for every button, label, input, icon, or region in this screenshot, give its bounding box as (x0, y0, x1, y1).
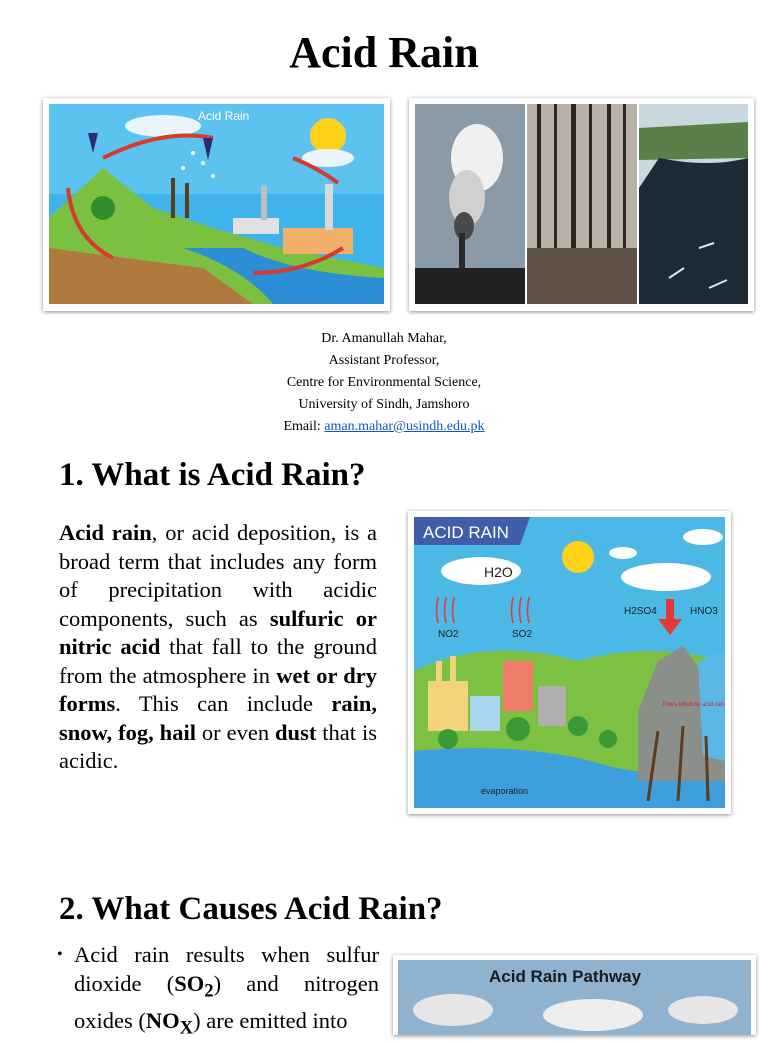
bullet-text: ) and nitrogen oxides ( (74, 971, 379, 1033)
para-text: , or acid deposition, is a broad term that includes any form of precipitation with acidic components, such as (59, 520, 377, 631)
acid-rain-pathway-image (393, 955, 756, 1035)
term-acid-rain: Acid rain (59, 520, 152, 545)
polluted-stream-photo (639, 104, 748, 304)
term-precip: rain, snow, fog, hail (59, 691, 377, 745)
acid-rain-photo-collage (409, 98, 754, 311)
smokestack-photo (415, 104, 525, 304)
term-no: NO (145, 1007, 180, 1033)
label-no2: NO2 (438, 629, 459, 640)
para-text: or even (195, 719, 276, 745)
author-info (0, 328, 768, 438)
label-hno3: HNO3 (690, 606, 718, 617)
para-text: . This can include (115, 691, 332, 716)
bullet-text: ) are emitted into (193, 1007, 348, 1033)
dead-forest-photo (527, 104, 637, 304)
author-university: University of Sindh, Jamshoro (298, 397, 470, 412)
email-link[interactable]: aman.mahar@usindh.edu.pk (324, 419, 485, 434)
diagram1-label: Acid Rain (198, 109, 250, 123)
subscript-2: 2 (204, 980, 214, 1002)
section2-heading: 2. What Causes Acid Rain? (59, 891, 443, 927)
bullet-dot: • (57, 946, 63, 963)
diagram2-banner: ACID RAIN (423, 523, 509, 542)
acid-rain-diagram-image (43, 98, 390, 311)
label-trees-killed: Trees killed by acid rain (662, 702, 725, 708)
diagram3-banner: Acid Rain Pathway (489, 967, 642, 986)
author-position: Assistant Professor, (328, 353, 440, 368)
term-so: SO (174, 971, 205, 996)
page-title: Acid Rain (289, 28, 479, 77)
term-forms: wet or dry forms (59, 662, 378, 716)
label-so2: SO2 (512, 629, 533, 640)
bullet-text: Acid rain results when sulfur dioxide ( (74, 942, 379, 996)
para-text: that is acidic. (59, 719, 377, 773)
author-name: Dr. Amanullah Mahar, (321, 331, 447, 346)
label-evaporation: evaporation (481, 786, 529, 796)
section1-paragraph (59, 519, 377, 776)
term-acids: sulfuric or nitric acid (59, 605, 377, 659)
label-h2o: H2O (484, 564, 513, 580)
email-label: Email: (283, 419, 325, 434)
para-text: that fall to the ground from the atmosphere in (59, 634, 377, 688)
author-email-line (0, 416, 768, 438)
term-dust: dust (275, 719, 317, 745)
section2-bullet (59, 940, 379, 1042)
section1-heading: 1. What is Acid Rain? (59, 457, 366, 493)
label-h2so4: H2SO4 (624, 606, 657, 617)
acid-rain-cycle-diagram (408, 511, 731, 814)
subscript-x: X (179, 1017, 194, 1038)
author-department: Centre for Environmental Science, (286, 375, 482, 390)
